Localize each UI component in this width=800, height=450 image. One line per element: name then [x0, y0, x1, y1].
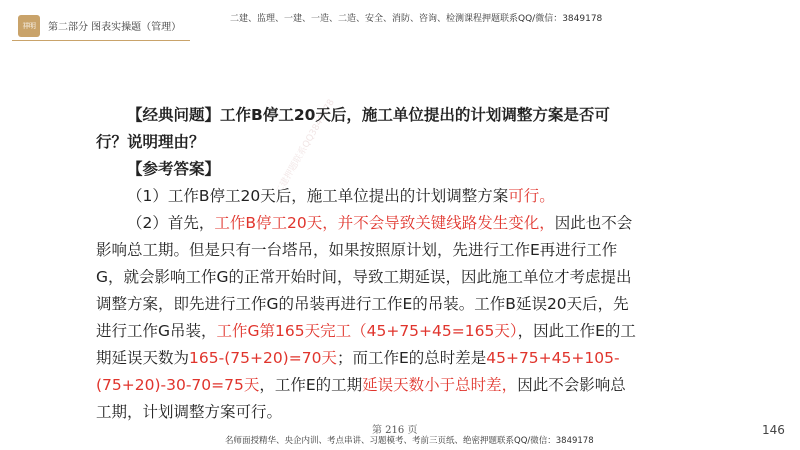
answer-2 — [96, 210, 636, 426]
answer-2-text: （2）首先， — [127, 214, 215, 232]
answer-2-highlight: 45+75+45+105-(75+20)-30-70=75天 — [96, 349, 620, 394]
page-number: 146 — [762, 423, 785, 437]
page-header — [0, 0, 800, 42]
header-divider — [12, 40, 190, 41]
section-title: 第二部分 图表实操题（管理） — [48, 22, 182, 33]
main-content — [96, 102, 636, 426]
answer-2-text: ，因此工作E的工期延误天数为 — [96, 322, 636, 367]
header-contact-text: 二建、监理、一建、一造、二造、安全、消防、咨询、检测课程押题联系QQ/微信：3849178 — [230, 14, 603, 24]
footer-text: 名师面授精华、央企内训、考点串讲、习题模考、考前三页纸、绝密押题联系QQ/微信：3849178 — [225, 436, 594, 446]
answer-2-highlight: 165-(75+20)=70天 — [189, 349, 337, 367]
answer-2-text: ，工作E的工期 — [259, 376, 363, 394]
page-label: 第 216 页 — [372, 425, 418, 436]
answer-1-text: （1）工作B停工20天后，施工单位提出的计划调整方案 — [127, 187, 509, 205]
watermark: 二建押题联系QQ3849178 — [274, 97, 337, 197]
answer-2-text: 因此也不会影响总工期。但是只有一台塔吊，如果按照原计划，先进行工作E再进行工作G，就会影响工作G的正常开始时间，导致工期延误，因此施工单位才考虑提出调整方案，即先进行工作G的吊装再进行工作E的吊装。工作B延误20天后，先进行工作G吊装， — [96, 214, 633, 340]
answer-2-text: ；而工作E的总时差是 — [336, 349, 487, 367]
answer-1-highlight: 可行。 — [508, 187, 555, 205]
answer-2-text: 因此不会影响总工期，计划调整方案可行。 — [96, 376, 626, 421]
answer-2-highlight: 工作G第165天完工（45+75+45=165天） — [216, 322, 518, 340]
answer-2-highlight: 延误天数小于总时差， — [362, 376, 518, 394]
question-text: 【经典问题】工作B停工20天后，施工单位提出的计划调整方案是否可行？说明理由？ — [96, 106, 610, 151]
answer-1 — [96, 183, 636, 210]
answer-2-highlight: 工作B停工20天，并不会导致关键线路发生变化， — [214, 214, 555, 232]
logo: 祥明 — [18, 15, 40, 37]
answer-heading: 【参考答案】 — [127, 160, 221, 178]
